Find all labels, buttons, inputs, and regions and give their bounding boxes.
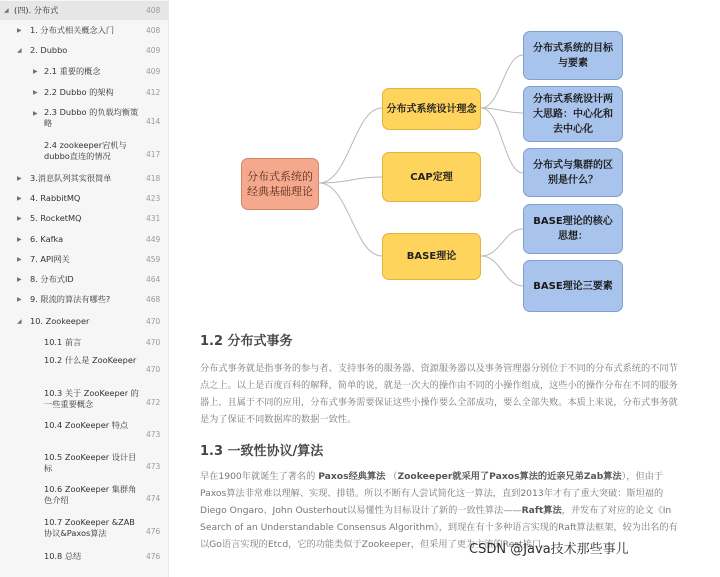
sidebar-item-page-number: 459 [146,255,161,264]
sidebar-item[interactable] [0,386,168,416]
sidebar-item-label: 2.3 Dubbo 的负载均衡策略 [44,107,139,128]
sidebar-item-label: 10.3 关于 ZooKeeper 的一些重要概念 [44,388,139,409]
sidebar-item-page-number: 464 [146,275,161,284]
collapsed-triangle-icon[interactable]: ▶ [17,195,22,202]
connector-base-core [481,229,523,256]
sidebar-item[interactable] [0,312,168,331]
sidebar-item-label: 9. 限流的算法有哪些? [30,294,111,304]
sidebar-item-label: 10.1 前言 [44,337,82,347]
sidebar-item-page-number: 470 [146,365,161,374]
bold-raft: Raft算法 [521,505,562,516]
sidebar-item-page-number: 409 [146,46,161,55]
sidebar-item[interactable] [0,333,168,352]
collapsed-triangle-icon[interactable]: ▶ [17,236,22,243]
sidebar-item-label: 6. Kafka [30,234,64,244]
section-heading-consensus: 1.3 一致性协议/算法 [200,444,324,459]
sidebar-item[interactable] [0,450,168,480]
toc-sidebar [0,0,169,577]
sidebar-item-page-number: 472 [146,398,161,407]
expanded-triangle-icon[interactable]: ◢ [4,7,9,14]
sidebar-item-page-number: 468 [146,295,161,304]
sidebar-item[interactable] [0,270,168,289]
sidebar-item-label: 10.5 ZooKeeper 设计目标 [44,452,137,473]
connector-root-design [319,108,382,183]
sidebar-item[interactable] [0,189,168,208]
sidebar-item[interactable] [0,62,168,81]
paragraph-distributed-transaction: 分布式事务就是指事务的参与者、支持事务的服务器、资源服务器以及事务管理器分别位于不同的分布式系统的不同节点之上。以上是百度百科的解释，简单的说，就是一次大的操作由不同的小操作组成，这些小的操作分布在不同的服务器上，且属于不同的应用，分布式事务需要保证这些小操作要么全部成功，要么全部失败。本质上来说，分布式事务就是为了保证不同数据库的数据一致性。 [200,363,678,425]
sidebar-item-label: 7. API网关 [30,254,70,264]
collapsed-triangle-icon[interactable]: ▶ [33,89,38,96]
text-span: （ [385,471,398,482]
sidebar-item-label: 2.1 重要的概念 [44,66,101,76]
sidebar-item-page-number: 474 [146,494,161,503]
collapsed-triangle-icon[interactable]: ▶ [17,296,22,303]
sidebar-item[interactable] [0,21,168,40]
expanded-triangle-icon[interactable]: ◢ [17,318,22,325]
sidebar-item[interactable] [0,169,168,188]
text-span: 早在1900年就诞生了著名的 [200,471,319,482]
collapsed-triangle-icon[interactable]: ▶ [17,175,22,182]
collapsed-triangle-icon[interactable]: ▶ [17,256,22,263]
sidebar-item-page-number: 449 [146,235,161,244]
sidebar-item-page-number: 476 [146,527,161,536]
sidebar-item-page-number: 473 [146,430,161,439]
collapsed-triangle-icon[interactable]: ▶ [33,68,38,75]
sidebar-item-label: 10.4 ZooKeeper 特点 [44,420,129,430]
expanded-triangle-icon[interactable]: ◢ [17,47,22,54]
sidebar-item[interactable] [0,250,168,269]
sidebar-item-label: 8. 分布式ID [30,274,74,284]
sidebar-item-page-number: 408 [146,6,161,15]
mindmap-node-cap [382,152,481,202]
sidebar-item-page-number: 470 [146,317,161,326]
sidebar-item-label: 2.2 Dubbo 的架构 [44,87,114,97]
sidebar-item[interactable] [0,105,168,135]
node-label: BASE理论三要素 [533,280,613,292]
sidebar-item-label: 10.2 什么是 ZooKeeper [44,355,137,365]
sidebar-item-page-number: 476 [146,552,161,561]
sidebar-item-label: 10. Zookeeper [30,316,90,326]
sidebar-item-page-number: 412 [146,88,161,97]
sidebar-item[interactable] [0,290,168,309]
sidebar-item-label: 4. RabbitMQ [30,193,81,203]
sidebar-item[interactable] [0,418,168,448]
sidebar-item[interactable] [0,482,168,512]
text-span: ，并发布了对应的论文《In Search of an Understandable Consensus Algorithm》，到现在有十多种语言实现的Raft算法框架，较为出名的有以Go语言实现的Etcd，它的功能类似于Zookeeper，但采用了更为主流的Rest接口。 [200,505,678,550]
sidebar-item-label: (四). 分布式 [14,5,59,15]
sidebar-item-page-number: 417 [146,150,161,159]
node-label: CAP定理 [410,171,453,183]
sidebar-item-page-number: 409 [146,67,161,76]
connector-design-cluster [481,108,523,173]
mindmap-node-base [382,233,481,280]
connector-base-elements [481,256,523,286]
sidebar-item[interactable] [0,209,168,228]
node-label: 分布式系统的目标与要素 [533,42,613,69]
mindmap-root-label: 分布式系统的经典基础理论 [247,170,313,198]
mindmap-node-base-core [523,204,623,254]
sidebar-item-label: 10.8 总结 [44,551,82,561]
node-label: 分布式系统设计理念 [386,103,477,115]
mindmap-node-goals [523,31,623,80]
sidebar-item-page-number: 418 [146,174,161,183]
sidebar-item-label: 10.7 ZooKeeper &ZAB 协议&Paxos算法 [44,517,135,538]
sidebar-item-page-number: 414 [146,117,161,126]
section-heading-distributed-transaction: 1.2 分布式事务 [200,334,293,349]
sidebar-item-label: 3.消息队列其实很简单 [30,173,112,183]
sidebar-item-label: 2.4 zookeeper宕机与dubbo直连的情况 [44,140,127,161]
bold-paxos: Paxos经典算法 [318,471,386,482]
sidebar-item-label: 1. 分布式相关概念入门 [30,25,115,35]
sidebar-item-label: 5. RocketMQ [30,213,82,223]
mindmap-node-two-approaches [523,86,623,142]
sidebar-item[interactable] [0,230,168,249]
sidebar-item[interactable] [0,41,168,60]
sidebar-item-page-number: 408 [146,26,161,35]
node-label: 分布式与集群的区别是什么？ [533,159,613,186]
sidebar-item[interactable] [0,353,168,383]
node-label: BASE理论的核心思想： [533,216,613,242]
csdn-watermark: CSDN @Java技术那些事儿 [469,542,629,557]
bold-zab: Zookeeper就采用了Paxos算法的近亲兄弟Zab算法 [397,471,622,482]
collapsed-triangle-icon[interactable]: ▶ [33,110,38,117]
sidebar-item[interactable] [0,138,168,168]
mindmap-node-cluster-diff [523,148,623,197]
sidebar-item-label: 10.6 ZooKeeper 集群角色介绍 [44,484,137,505]
sidebar-item-page-number: 423 [146,194,161,203]
sidebar-item[interactable] [0,1,168,20]
collapsed-triangle-icon[interactable]: ▶ [17,27,22,34]
sidebar-item[interactable] [0,83,168,102]
sidebar-item-page-number: 431 [146,214,161,223]
sidebar-item[interactable] [0,547,168,566]
connector-root-base [319,183,382,256]
connector-design-goal [481,55,523,108]
collapsed-triangle-icon[interactable]: ▶ [17,276,22,283]
mindmap-root-node [241,158,319,210]
sidebar-item[interactable] [0,515,168,545]
mindmap-node-design-concept [382,88,481,130]
node-label: BASE理论 [406,251,457,262]
mindmap-node-base-elements [523,260,623,312]
sidebar-item-page-number: 473 [146,462,161,471]
collapsed-triangle-icon[interactable]: ▶ [17,215,22,222]
sidebar-item-label: 2. Dubbo [30,45,68,55]
text-span: ），但由于Paxos算法非常难以理解、实现、排错。所以不断有人尝试简化这一算法，直到2013年才有了重大突破：斯坦福的Diego Ongaro、John Ousterhout以易懂性为目标设计了新的一致性算法—— [200,471,664,516]
node-label: 分布式系统设计两大思路：中心化和去中心化 [533,93,613,135]
sidebar-item-page-number: 470 [146,338,161,347]
document-content [169,0,720,577]
